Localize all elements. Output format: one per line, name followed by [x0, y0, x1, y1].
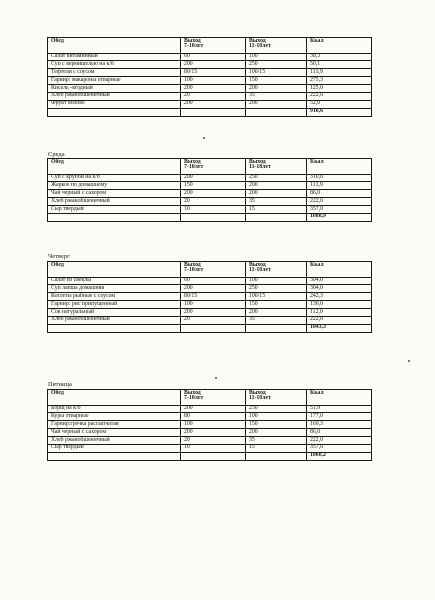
kcal-value: 38,3: [307, 53, 372, 61]
dish-name: Хлеб ржанобшеничный: [48, 316, 181, 324]
kcal-value: 357,0: [307, 206, 372, 214]
portion-11-18: 15: [246, 206, 307, 214]
table-row: [48, 206, 372, 214]
scan-speck: [408, 360, 410, 362]
table-row: [48, 301, 372, 309]
kcal-value: 113,9: [307, 182, 372, 190]
total-kcal: 1043,3: [307, 324, 372, 333]
dish-name: Борщ на к/б: [48, 405, 181, 413]
kcal-value: 222,0: [307, 316, 372, 324]
portion-7-10: 200: [181, 405, 246, 413]
table-row: [48, 277, 372, 285]
kcal-value: 160,3: [307, 421, 372, 429]
dish-name: Гарнир:гречка рассыпчатая: [48, 421, 181, 429]
day-label: Пятница: [48, 381, 72, 388]
portion-7-10: 10: [181, 444, 246, 452]
portion-7-10: 60: [181, 53, 246, 61]
kcal-value: 304,0: [307, 277, 372, 285]
total-kcal: 1060,2: [307, 452, 372, 461]
header-kcal: Ккал: [307, 390, 372, 406]
dish-name: Котлеты рыбные с соусом: [48, 293, 181, 301]
dish-name: Хлеб ржанобшеничный: [48, 437, 181, 445]
portion-7-10: 200: [181, 85, 246, 93]
portion-7-10: 80/15: [181, 69, 246, 77]
portion-11-18: 250: [246, 405, 307, 413]
kcal-value: 51,9: [307, 405, 372, 413]
table-row: [48, 429, 372, 437]
dish-name: Хлеб ржанобшеничный: [48, 198, 181, 206]
total-row: [48, 213, 372, 222]
portion-11-18: 200: [246, 182, 307, 190]
kcal-value: 222,0: [307, 198, 372, 206]
table-row: [48, 421, 372, 429]
total-empty-cell: [246, 452, 307, 461]
total-kcal: 918,6: [307, 108, 372, 117]
kcal-value: 113,9: [307, 69, 372, 77]
portion-11-18: 35: [246, 198, 307, 206]
total-empty-cell: [181, 324, 246, 333]
portion-11-18: 250: [246, 285, 307, 293]
portion-11-18: 100: [246, 413, 307, 421]
day-label: Среда: [48, 151, 65, 158]
dish-name: Жаркое по домашнему: [48, 182, 181, 190]
total-empty-cell: [181, 213, 246, 222]
kcal-value: 86,0: [307, 429, 372, 437]
table-row: [48, 92, 372, 100]
portion-7-10: 200: [181, 285, 246, 293]
portion-11-18: 150: [246, 77, 307, 85]
dish-name: Суп с крупой на к/б: [48, 174, 181, 182]
kcal-value: 222,0: [307, 437, 372, 445]
portion-7-10: 200: [181, 190, 246, 198]
dish-name: Тефтели с соусом: [48, 69, 181, 77]
portion-7-10: 20: [181, 316, 246, 324]
table-row: [48, 293, 372, 301]
kcal-value: 275,3: [307, 77, 372, 85]
dish-name: Чай черный с сахором: [48, 429, 181, 437]
portion-11-18: 35: [246, 437, 307, 445]
dish-name: Сок натуральный: [48, 309, 181, 317]
total-empty-cell: [246, 324, 307, 333]
table-row: [48, 413, 372, 421]
portion-11-18: 250: [246, 174, 307, 182]
portion-7-10: 100: [181, 301, 246, 309]
portion-11-18: 200: [246, 190, 307, 198]
total-empty-cell: [48, 108, 181, 117]
total-row: [48, 452, 372, 461]
kcal-value: 86,0: [307, 190, 372, 198]
header-row: [48, 38, 372, 54]
portion-7-10: 150: [181, 182, 246, 190]
menu-table: [47, 261, 372, 333]
table-row: [48, 285, 372, 293]
kcal-value: 357,0: [307, 444, 372, 452]
menu-table: [47, 389, 372, 461]
dish-name: Сыр твердый: [48, 444, 181, 452]
portion-11-18: 250: [246, 61, 307, 69]
table-row: [48, 69, 372, 77]
scan-speck: [203, 137, 205, 139]
portion-11-18: 100/15: [246, 293, 307, 301]
table-row: [48, 444, 372, 452]
header-portion-11-18: Выход 11-18лет: [246, 159, 307, 175]
table-row: [48, 316, 372, 324]
scan-speck: [215, 377, 217, 379]
header-row: [48, 390, 372, 406]
portion-7-10: 200: [181, 309, 246, 317]
portion-7-10: 100: [181, 421, 246, 429]
portion-7-10: 200: [181, 174, 246, 182]
total-row: [48, 324, 372, 333]
kcal-value: 242,3: [307, 293, 372, 301]
portion-11-18: 15: [246, 444, 307, 452]
header-kcal: Ккал: [307, 38, 372, 54]
portion-7-10: 80/15: [181, 293, 246, 301]
table-row: [48, 437, 372, 445]
header-portion-7-10: Выход 7-10лет: [181, 390, 246, 406]
dish-name: Кисель -ягодный: [48, 85, 181, 93]
header-portion-7-10: Выход 7-10лет: [181, 159, 246, 175]
table-row: [48, 53, 372, 61]
table-row: [48, 61, 372, 69]
kcal-value: 125,0: [307, 85, 372, 93]
total-empty-cell: [48, 324, 181, 333]
portion-11-18: 200: [246, 309, 307, 317]
dish-name: Чай черный с сахором: [48, 190, 181, 198]
total-empty-cell: [246, 108, 307, 117]
header-portion-11-18: Выход 11-18лет: [246, 262, 307, 278]
portion-7-10: 200: [181, 61, 246, 69]
header-portion-7-10: Выход 7-10лет: [181, 38, 246, 54]
portion-11-18: 100/15: [246, 69, 307, 77]
kcal-value: 112,0: [307, 309, 372, 317]
total-row: [48, 108, 372, 117]
total-empty-cell: [48, 213, 181, 222]
header-portion-7-10: Выход 7-10лет: [181, 262, 246, 278]
day-label: Четверг: [48, 253, 70, 260]
table-row: [48, 309, 372, 317]
table-row: [48, 100, 372, 108]
portion-11-18: 150: [246, 421, 307, 429]
dish-name: Салат витаминный: [48, 53, 181, 61]
dish-name: Салат из свеклы: [48, 277, 181, 285]
header-row: [48, 159, 372, 175]
dish-name: Фрукт яблоко: [48, 100, 181, 108]
menu-table: [47, 37, 372, 117]
total-empty-cell: [181, 452, 246, 461]
menu-table: [47, 158, 372, 222]
portion-7-10: 80: [181, 413, 246, 421]
header-dish: Обед: [48, 390, 181, 406]
dish-name: Суп с вермишелью на к/б: [48, 61, 181, 69]
table-row: [48, 182, 372, 190]
portion-11-18: 200: [246, 429, 307, 437]
table-row: [48, 77, 372, 85]
total-kcal: 1088,9: [307, 213, 372, 222]
portion-7-10: 200: [181, 429, 246, 437]
portion-7-10: 60: [181, 277, 246, 285]
header-kcal: Ккал: [307, 159, 372, 175]
dish-name: Хлеб ржанобшеничный: [48, 92, 181, 100]
total-empty-cell: [246, 213, 307, 222]
table-row: [48, 198, 372, 206]
portion-11-18: 100: [246, 53, 307, 61]
total-empty-cell: [181, 108, 246, 117]
table-row: [48, 174, 372, 182]
header-portion-11-18: Выход 11-18лет: [246, 38, 307, 54]
dish-name: Гарнир: рис припущенный: [48, 301, 181, 309]
table-row: [48, 190, 372, 198]
kcal-value: 130,0: [307, 301, 372, 309]
kcal-value: 310,0: [307, 174, 372, 182]
portion-7-10: 20: [181, 92, 246, 100]
portion-11-18: 35: [246, 92, 307, 100]
header-kcal: Ккал: [307, 262, 372, 278]
header-dish: Обед: [48, 262, 181, 278]
portion-11-18: 35: [246, 316, 307, 324]
dish-name: Гарнир: макароны отварные: [48, 77, 181, 85]
portion-11-18: 100: [246, 277, 307, 285]
portion-7-10: 100: [181, 77, 246, 85]
portion-7-10: 10: [181, 206, 246, 214]
portion-11-18: 150: [246, 301, 307, 309]
kcal-value: 52,0: [307, 100, 372, 108]
header-dish: Обед: [48, 38, 181, 54]
kcal-value: 304,0: [307, 285, 372, 293]
dish-name: Сыр твердый: [48, 206, 181, 214]
portion-11-18: 200: [246, 85, 307, 93]
header-portion-11-18: Выход 11-18лет: [246, 390, 307, 406]
portion-7-10: 20: [181, 437, 246, 445]
header-row: [48, 262, 372, 278]
table-row: [48, 85, 372, 93]
dish-name: Суп лапша домашняя: [48, 285, 181, 293]
total-empty-cell: [48, 452, 181, 461]
dish-name: Куры отварные: [48, 413, 181, 421]
kcal-value: 222,0: [307, 92, 372, 100]
portion-7-10: 200: [181, 100, 246, 108]
header-dish: Обед: [48, 159, 181, 175]
portion-11-18: 200: [246, 100, 307, 108]
kcal-value: 177,0: [307, 413, 372, 421]
table-row: [48, 405, 372, 413]
kcal-value: 50,1: [307, 61, 372, 69]
portion-7-10: 20: [181, 198, 246, 206]
